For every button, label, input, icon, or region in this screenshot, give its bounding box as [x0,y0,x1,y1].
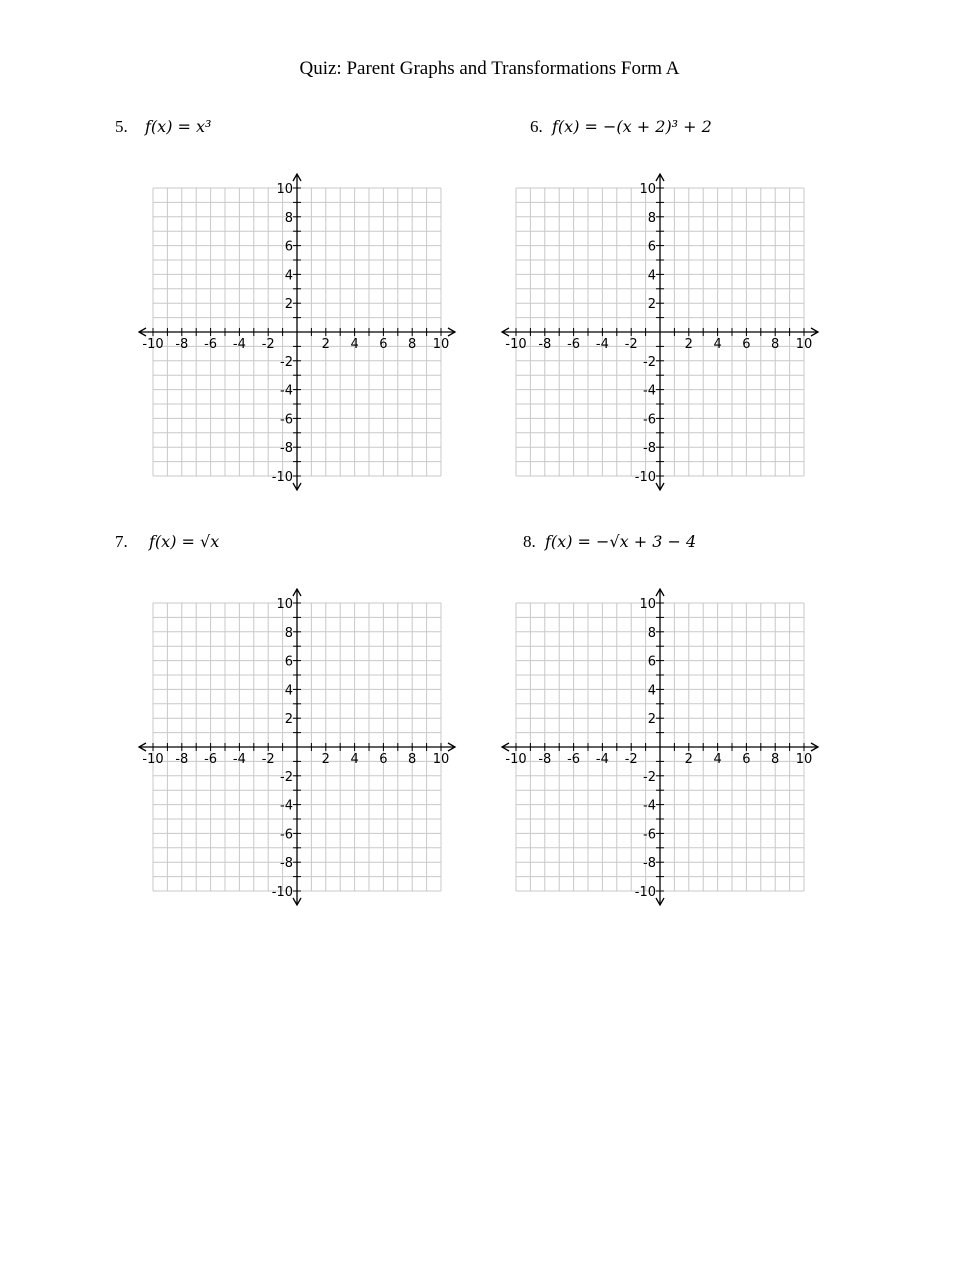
y-tick-label: 2 [647,712,656,728]
y-tick-label: 6 [284,654,293,670]
x-tick-label: -4 [595,752,609,767]
y-tick-label: 8 [647,210,656,226]
x-tick-label: 6 [379,337,388,352]
problem-equation: f(x) = x³ [145,117,212,136]
x-tick-label: -2 [261,337,275,352]
y-tick-label: -4 [643,798,656,814]
x-tick-label: 10 [795,337,813,352]
y-tick-label: 8 [647,625,656,641]
x-tick-label: 2 [321,752,330,767]
problem-7 [115,532,219,552]
y-tick-label: 10 [276,182,293,197]
problem-8 [523,532,696,552]
quiz-title: Quiz: Parent Graphs and Transformations Form A [299,58,680,79]
x-tick-label: 2 [684,337,693,352]
x-tick-label: -8 [538,337,552,352]
x-tick-label: -2 [261,752,275,767]
y-tick-label: 2 [284,712,293,728]
x-tick-label: 8 [408,752,417,767]
y-tick-label: -4 [280,383,293,399]
x-tick-label: 4 [350,337,359,352]
y-tick-label: -8 [280,441,293,457]
x-tick-label: 10 [432,752,450,767]
y-tick-label: -2 [280,354,293,370]
coordinate-grid-5[interactable] [132,170,472,510]
x-tick-label: -6 [204,337,218,352]
x-tick-label: 8 [408,337,417,352]
x-tick-label: 6 [742,752,751,767]
x-tick-label: 6 [742,337,751,352]
y-tick-label: -2 [280,769,293,785]
y-tick-label: -6 [643,827,656,843]
x-tick-label: 10 [432,337,450,352]
y-tick-label: 10 [639,597,656,612]
y-tick-label: 4 [647,683,656,699]
y-tick-label: -4 [280,798,293,814]
problem-equation: f(x) = √x [149,532,220,551]
coordinate-grid-7[interactable] [132,585,472,925]
x-tick-label: -2 [624,337,638,352]
y-tick-label: 2 [647,297,656,313]
y-tick-label: -10 [271,470,293,485]
x-tick-label: -2 [624,752,638,767]
x-tick-label: 8 [771,337,780,352]
y-tick-label: -10 [634,885,656,900]
x-tick-label: 10 [795,752,813,767]
x-tick-label: -4 [232,337,246,352]
y-tick-label: 8 [284,210,293,226]
y-tick-label: 10 [639,182,656,197]
x-tick-label: 2 [684,752,693,767]
coordinate-grid-6[interactable] [495,170,835,510]
coordinate-grid-8[interactable] [495,585,835,925]
x-tick-label: -6 [567,337,581,352]
x-tick-label: -10 [142,337,164,352]
y-tick-label: -10 [271,885,293,900]
y-tick-label: -6 [643,412,656,428]
x-tick-label: -8 [175,337,189,352]
x-tick-label: 4 [713,337,722,352]
y-tick-label: -4 [643,383,656,399]
x-tick-label: 6 [379,752,388,767]
problem-6 [530,117,712,137]
x-tick-label: -4 [232,752,246,767]
problem-number: 6. [530,117,543,136]
y-tick-label: 2 [284,297,293,313]
problem-number: 5. [115,117,128,136]
y-tick-label: -8 [643,856,656,872]
y-tick-label: -6 [280,827,293,843]
x-tick-label: -10 [505,752,527,767]
y-tick-label: 10 [276,597,293,612]
y-tick-label: -8 [643,441,656,457]
problem-5 [115,117,211,137]
x-tick-label: 4 [350,752,359,767]
x-tick-label: -8 [538,752,552,767]
x-tick-label: -10 [142,752,164,767]
y-tick-label: 6 [647,239,656,255]
x-tick-label: -6 [204,752,218,767]
x-tick-label: -10 [505,337,527,352]
x-tick-label: 8 [771,752,780,767]
y-tick-label: 6 [284,239,293,255]
x-tick-label: -6 [567,752,581,767]
y-tick-label: -6 [280,412,293,428]
problem-equation: f(x) = −√x + 3 − 4 [545,532,697,551]
y-tick-label: 8 [284,625,293,641]
problem-number: 8. [523,532,536,551]
y-tick-label: 4 [284,683,293,699]
y-tick-label: -2 [643,769,656,785]
y-tick-label: 4 [284,268,293,284]
y-tick-label: 4 [647,268,656,284]
x-tick-label: -8 [175,752,189,767]
problem-equation: f(x) = −(x + 2)³ + 2 [552,117,712,136]
y-tick-label: -10 [634,470,656,485]
y-tick-label: -8 [280,856,293,872]
problem-number: 7. [115,532,128,551]
x-tick-label: 4 [713,752,722,767]
x-tick-label: 2 [321,337,330,352]
y-tick-label: 6 [647,654,656,670]
y-tick-label: -2 [643,354,656,370]
x-tick-label: -4 [595,337,609,352]
